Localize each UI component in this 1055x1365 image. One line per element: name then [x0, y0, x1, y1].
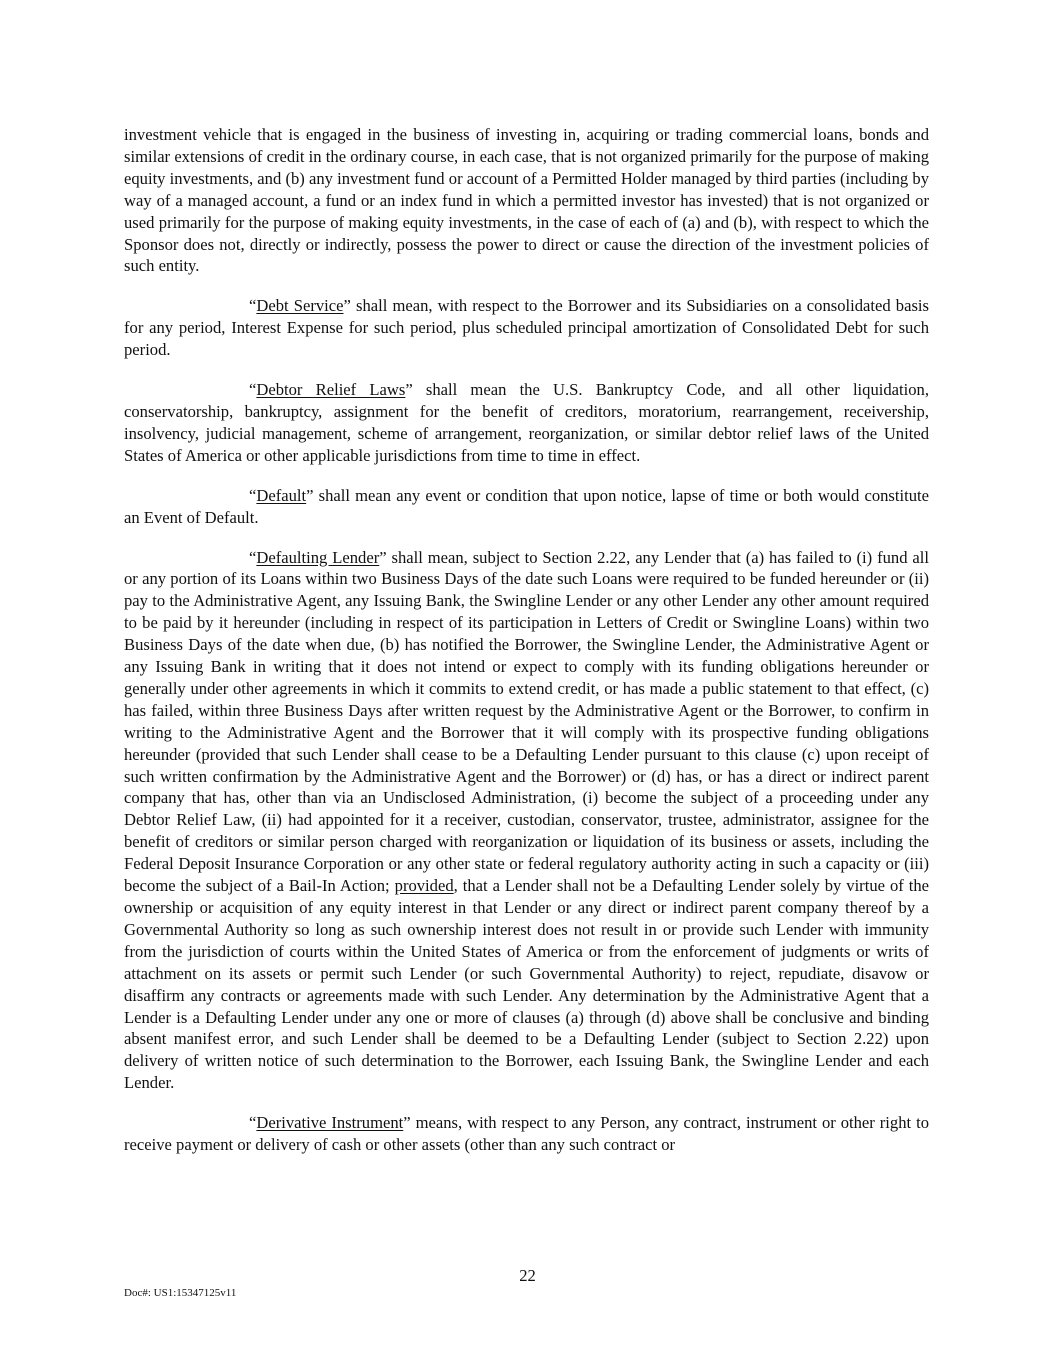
defined-term: Derivative Instrument — [256, 1113, 404, 1133]
proviso-term: provided — [394, 876, 454, 896]
definition-derivative-instrument: “Derivative Instrument” means, with respect to any Person, any contract, instrument or other right to receive payment or delivery of cash or other assets (other than any such contract or — [124, 1113, 929, 1155]
document-body — [124, 124, 929, 1174]
paragraph-investment-vehicle: investment vehicle that is engaged in the business of investing in, acquiring or trading commercial loans, bonds and similar extensions of credit in the ordinary course, in each case, that is not organized primarily for the purpose of making equity investments, and (b) any investment fund or account of a Permitted Holder managed by third parties (including by way of a managed account, a fund or an index fund in which a permitted investor has invested) that is not organized or used primarily for the purpose of making equity investments, in the case of each of (a) and (b), with respect to which the Sponsor does not, directly or indirectly, possess the power to direct or cause the direction of the investment policies of such entity. — [124, 125, 929, 276]
definition-debt-service: “Debt Service” shall mean, with respect to the Borrower and its Subsidiaries on a consolidated basis for any period, Interest Expense for such period, plus scheduled principal amortization of Consolidated Debt for such period. — [124, 296, 929, 360]
page-number: 22 — [519, 1266, 536, 1285]
defined-term: Default — [256, 485, 307, 505]
definition-defaulting-lender: “Defaulting Lender” shall mean, subject to Section 2.22, any Lender that (a) has failed to (i) fund all or any portion of its Loans within two Business Days of the date such Loans were required to be funded hereunder or (ii) pay to the Administrative Agent, any Issuing Bank, the Swingline Lender or any other Lender any other amount required to be paid by it hereunder (including in respect of its participation in Letters of Credit or Swingline Loans) within two Business Days of the date when due, (b) has notified the Borrower, the Swingline Lender, the Administrative Agent or any Issuing Bank in writing that it does not intend or expect to comply with its funding obligations hereunder or generally under other agreements in which it commits to extend credit, or has made a public statement to that effect, (c) has failed, within three Business Days after written request by the Administrative Agent or the Borrower, to confirm in writing to the Administrative Agent and the Borrower that it will comply with its prospective funding obligations hereunder (provided that such Lender shall cease to be a Defaulting Lender pursuant to this clause (c) upon receipt of such written confirmation by the Administrative Agent and the Borrower) or (d) has, or has a direct or indirect parent company that has, other than via an Undisclosed Administration, (i) become the subject of a proceeding under any Debtor Relief Law, (ii) had appointed for it a receiver, custodian, conservator, trustee, administrator, assignee for the benefit of creditors or similar person charged with reorganization or liquidation of its business or assets, including the Federal Deposit Insurance Corporation or any other state or federal regulatory authority acting in such a capacity or (iii) become the subject of a Bail-In Action; provided, that a Lender shall not be a Defaulting Lender solely by virtue of the ownership or acquisition of any equity interest in that Lender or any direct or indirect parent company thereof by a Governmental Authority so long as such ownership interest does not result in or provide such Lender with immunity from the jurisdiction of courts within the United States of America or from the enforcement of judgments or writs of attachment on its assets or permit such Lender (or such Governmental Authority) to reject, repudiate, disavow or disaffirm any contracts or agreements made with such Lender. Any determination by the Administrative Agent that a Lender is a Defaulting Lender under any one or more of clauses (a) through (d) above shall be conclusive and binding absent manifest error, and such Lender shall be deemed to be a Defaulting Lender (subject to Section 2.22) upon delivery of written notice of such determination to the Borrower, each Issuing Bank, the Swingline Lender and each Lender. — [124, 547, 929, 1093]
defined-term: Defaulting Lender — [256, 547, 380, 567]
defined-term: Debtor Relief Laws — [256, 380, 406, 400]
definition-debtor-relief-laws: “Debtor Relief Laws” shall mean the U.S. Bankruptcy Code, and all other liquidation, conservatorship, bankruptcy, assignment for the benefit of creditors, moratorium, rearrangement, receivership, insolvency, judicial management, scheme of arrangement, reorganization, or similar debtor relief laws of the United States of America or other applicable jurisdictions from time to time in effect. — [124, 380, 929, 465]
definition-default: “Default” shall mean any event or condition that upon notice, lapse of time or both would constitute an Event of Default. — [124, 485, 929, 527]
defined-term: Debt Service — [256, 296, 344, 316]
document-id: Doc#: US1:15347125v11 — [124, 1287, 237, 1299]
